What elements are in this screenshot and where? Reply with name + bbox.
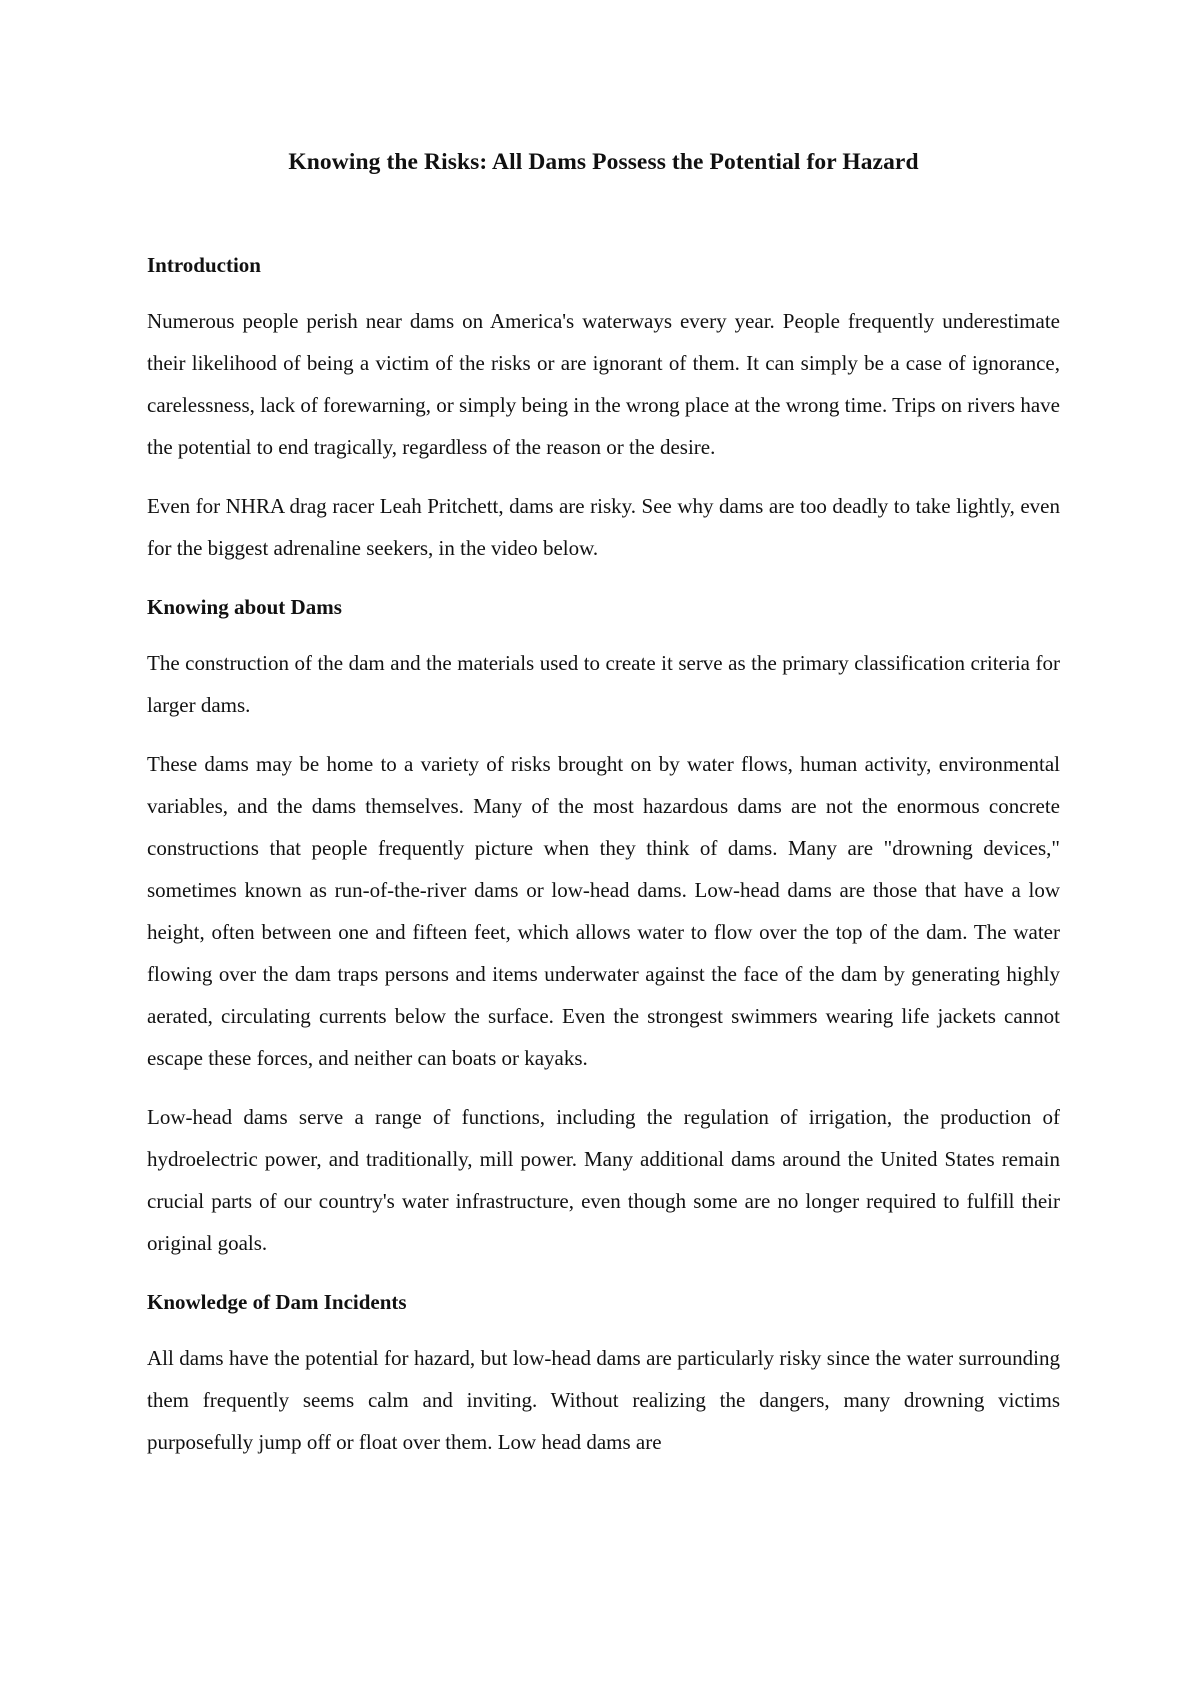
paragraph: All dams have the potential for hazard, but low-head dams are particularly risky since the water surrounding them frequently seems calm and inviting. Without realizing the dangers, many drowning victims purposefully jump off or float over them. Low head dams are [147, 1346, 1060, 1454]
paragraph: Even for NHRA drag racer Leah Pritchett, dams are risky. See why dams are too deadly to take lightly, even for the biggest adrenaline seekers, in the video below. [147, 494, 1060, 560]
spacer [147, 468, 1060, 485]
spacer [147, 1079, 1060, 1096]
spacer [147, 1264, 1060, 1281]
paragraph: Low-head dams serve a range of functions, including the regulation of irrigation, the production of hydroelectric power, and traditionally, mill power. Many additional dams around the United States remain crucial parts of our country's water infrastructure, even though some are no longer required to fulfill their original goals. [147, 1105, 1060, 1255]
spacer [147, 726, 1060, 743]
document-body [147, 142, 1060, 1463]
section-heading-knowing-about-dams: Knowing about Dams [147, 595, 342, 619]
spacer [147, 628, 1060, 642]
paragraph: Numerous people perish near dams on America's waterways every year. People frequently underestimate their likelihood of being a victim of the risks or are ignorant of them. It can simply be a case of ignorance, carelessness, lack of forewarning, or simply being in the wrong place at the wrong time. Trips on rivers have the potential to end tragically, regardless of the reason or the desire. [147, 309, 1060, 459]
document-title: Knowing the Risks: All Dams Possess the Potential for Hazard [288, 149, 919, 175]
spacer [147, 569, 1060, 586]
paragraph: These dams may be home to a variety of risks brought on by water flows, human activity, environmental variables, and the dams themselves. Many of the most hazardous dams are not the enormous concrete constructions that people frequently picture when they think of dams. Many are "drowning devices," sometimes known as run-of-the-river dams or low-head dams. Low-head dams are those that have a low height, often between one and fifteen feet, which allows water to flow over the top of the dam. The water flowing over the dam traps persons and items underwater against the face of the dam by generating highly aerated, circulating currents below the surface. Even the strongest swimmers wearing life jackets cannot escape these forces, and neither can boats or kayaks. [147, 752, 1060, 1070]
spacer [147, 1323, 1060, 1337]
paragraph: The construction of the dam and the materials used to create it serve as the primary classification criteria for larger dams. [147, 651, 1060, 717]
section-heading-dam-incidents: Knowledge of Dam Incidents [147, 1290, 407, 1314]
section-heading-introduction: Introduction [147, 253, 261, 277]
spacer [147, 182, 1060, 244]
spacer [147, 286, 1060, 300]
